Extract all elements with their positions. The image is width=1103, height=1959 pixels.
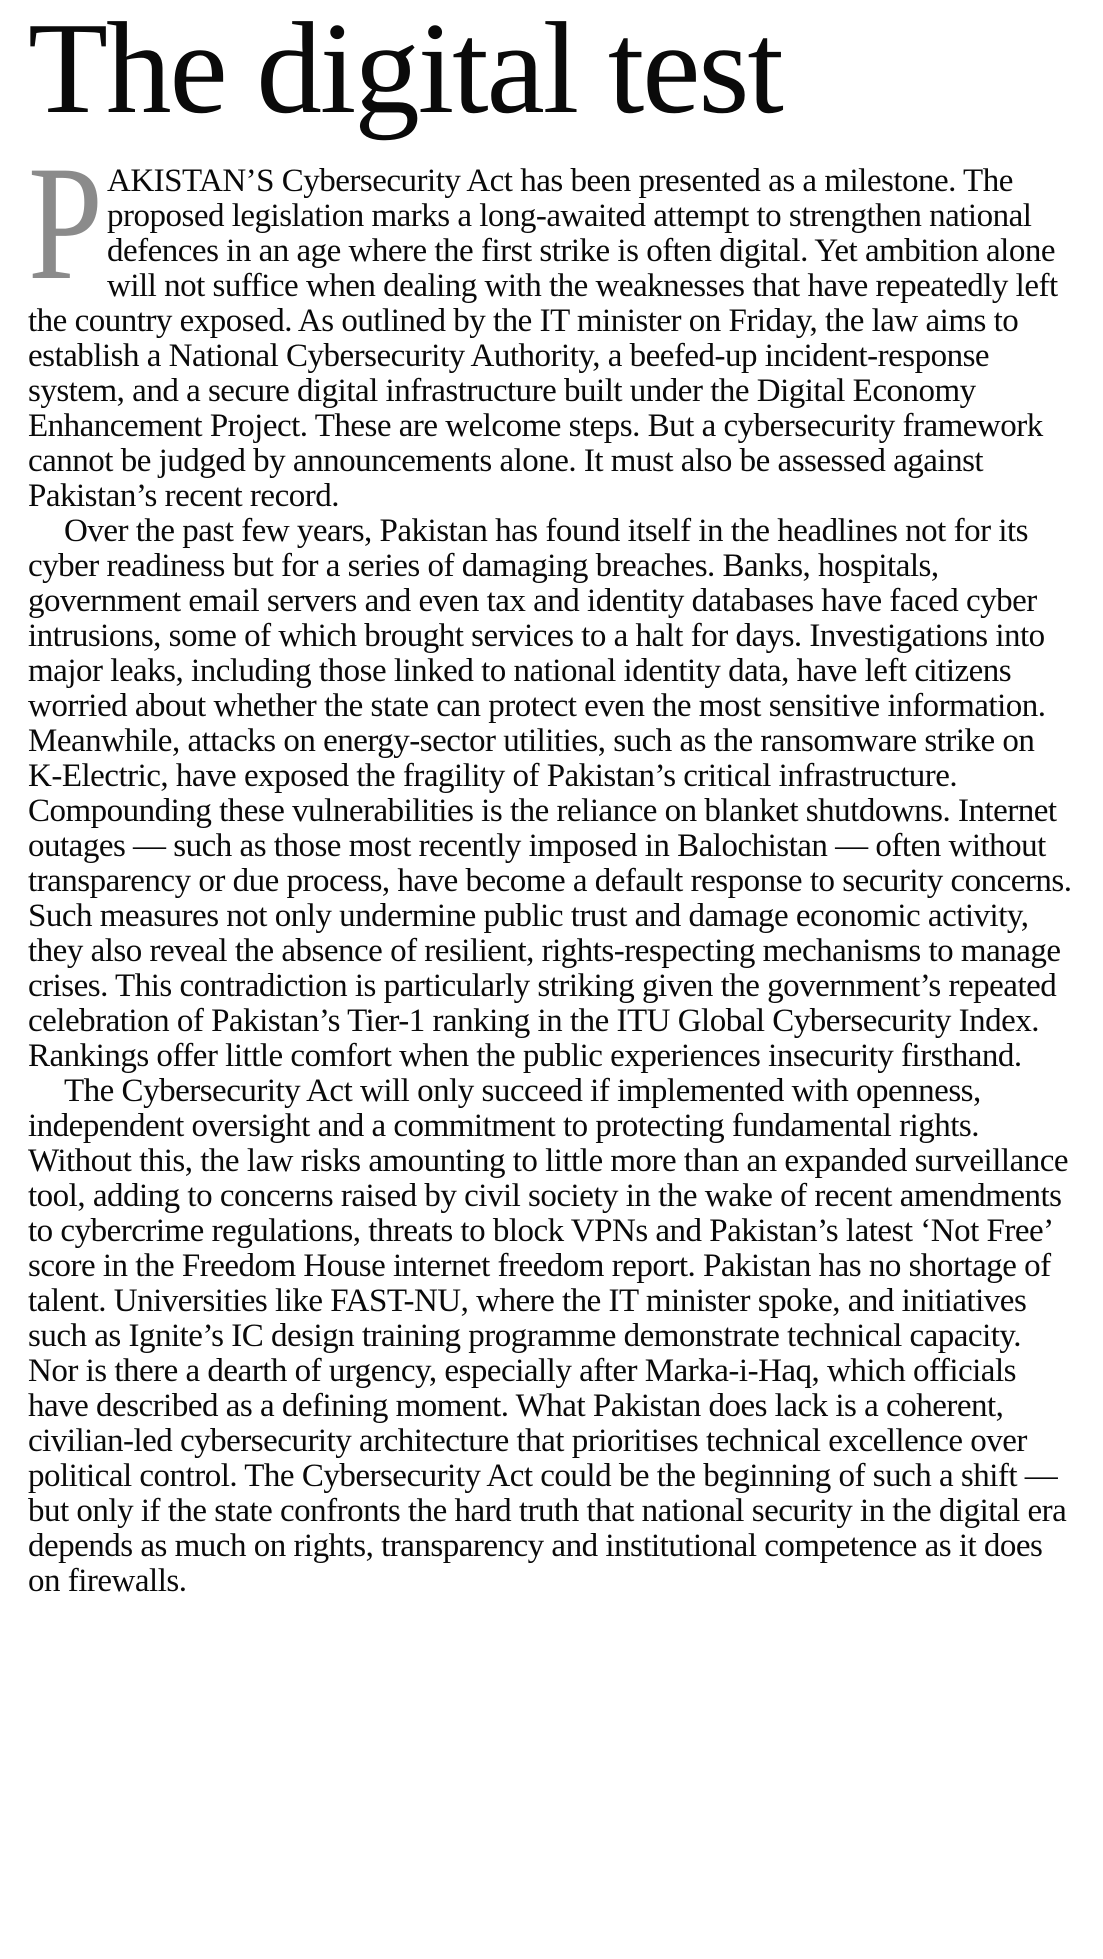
paragraph-3: The Cybersecurity Act will only succeed if implemented with openness, independent oversight and a commitment to protecting fundamental rights. Without this, the law risks amounting to little more than an expanded surveillance tool, adding to concerns raised by civil society in the wake of recent amendments to cybercrime regulations, threats to block VPNs and Pakistan’s latest ‘Not Free’ score in the Freedom House internet freedom report. Pakistan has no shortage of talent. Universities like FAST-NU, where the IT minister spoke, and initiatives such as Ignite’s IC design training programme demonstrate technical capacity. Nor is there a dearth of urgency, especially after Marka-i-Haq, which officials have described as a defining moment. What Pakistan does lack is a coherent, civilian-led cybersecurity architecture that prioritises technical excellence over political control. The Cybersecurity Act could be the beginning of such a shift — but only if the state confronts the hard truth that national security in the digital era depends as much on rights, transparency and institutional competence as it does on firewalls.	[28, 1073, 1069, 1599]
paragraph-2: Over the past few years, Pakistan has found itself in the headlines not for its cyber readiness but for a series of damaging breaches. Banks, hospitals, government email servers and even tax and identity databases have faced cyber intrusions, some of which brought services to a halt for days. Investigations into major leaks, including those linked to national identity data, have left citizens worried about whether the state can protect even the most sensitive information. Meanwhile, attacks on energy-sector utilities, such as the ransomware strike on K-Electric, have exposed the fragility of Pakistan’s critical infrastructure. Compounding these vulnerabilities is the reliance on blanket shutdowns. Internet outages — such as those most recently imposed in Balochistan — often without transparency or due process, have become a default response to security concerns. Such measures not only undermine public trust and damage economic activity, they also reveal the absence of resilient, rights-respecting mechanisms to manage crises. This contradiction is particularly striking given the government’s repeated celebration of Pakistan’s Tier-1 ranking in the ITU Global Cybersecurity Index. Rankings offer little comfort when the public experiences insecurity firsthand.	[28, 513, 1072, 1074]
paragraph-1	[28, 133, 1075, 514]
article-headline: The digital test	[28, 0, 782, 141]
paragraph-1-text: AKISTAN’S Cybersecurity Act has been presented as a milestone. The proposed legislation marks a long-awaited attempt to strengthen national defences in an age where the first strike is often digital. Yet ambition alone will not suffice when dealing with the weaknesses that have repeatedly left the country exposed. As outlined by the IT minister on Friday, the law aims to establish a National Cybersecurity Authority, a beefed-up incident-response system, and a secure digital infrastructure built under the Digital Economy Enhancement Project. These are welcome steps. But a cybersecurity framework cannot be judged by announcements alone. It must also be assessed against Pakistan’s recent record.	[28, 163, 1058, 514]
drop-cap-letter: P	[28, 133, 103, 314]
